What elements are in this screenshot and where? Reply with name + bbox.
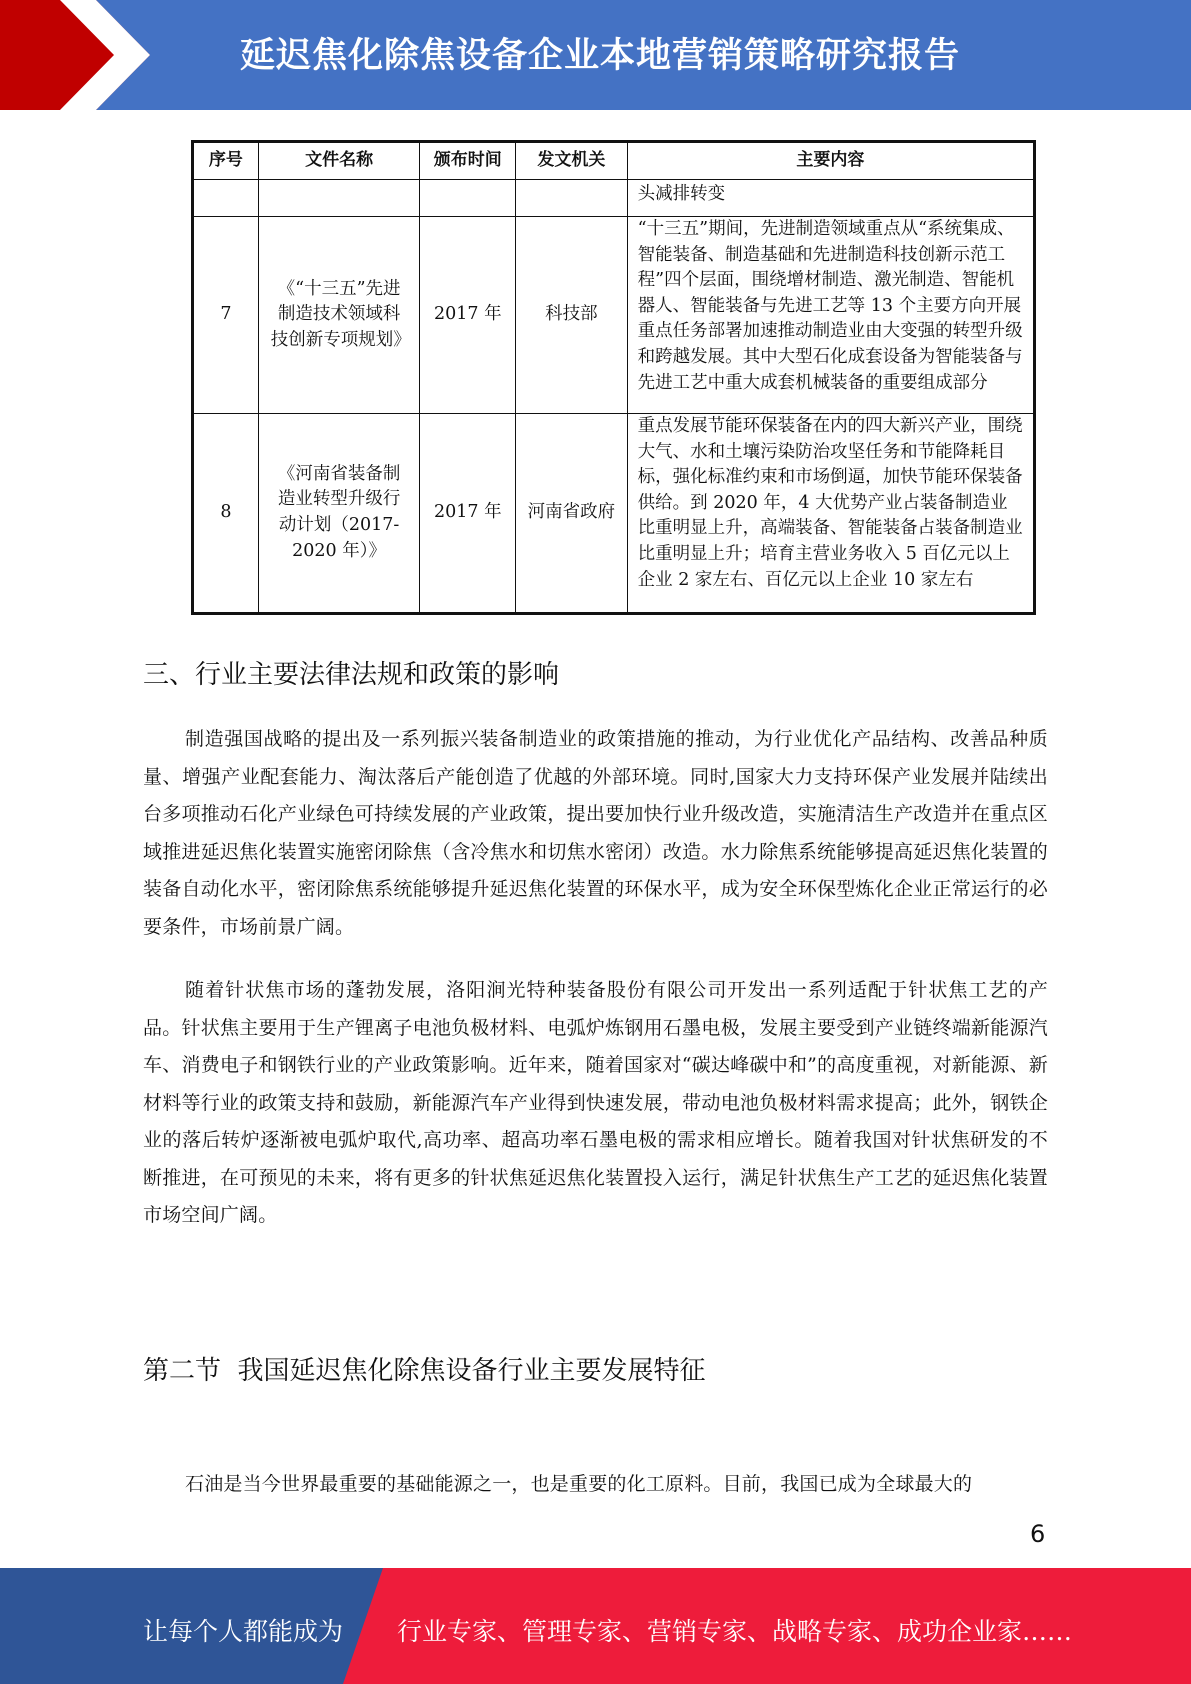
footer-banner xyxy=(0,1568,1191,1684)
cell-content: “十三五”期间，先进制造领域重点从“系统集成、智能装备、制造基础和先进制造科技创新示范工程”四个层面，围绕增材制造、激光制造、智能机器人、智能装备与先进工艺等 13 个主要方向开展重点任务部署加速推动制造业由大变强的转型升级和跨越发展。其中大型石化成套设备为智能装备与先进工艺中重大成套机械装备的重要组成部分 xyxy=(627,217,1034,414)
cell-no xyxy=(193,180,259,217)
cell-content: 头减排转变 xyxy=(627,180,1034,217)
paragraph: 随着针状焦市场的蓬勃发展，洛阳涧光特种装备股份有限公司开发出一系列适配于针状焦工艺的产品。针状焦主要用于生产锂离子电池负极材料、电弧炉炼钢用石墨电极，发展主要受到产业链终端新能源汽车、消费电子和钢铁行业的产业政策影响。近年来，随着国家对“碳达峰碳中和”的高度重视，对新能源、新材料等行业的政策支持和鼓励，新能源汽车产业得到快速发展，带动电池负极材料需求提高；此外，钢铁企业的落后转炉逐渐被电弧炉取代,高功率、超高功率石墨电极的需求相应增长。随着我国对针状焦研发的不断推进，在可预见的未来，将有更多的针状焦延迟焦化装置投入运行，满足针状焦生产工艺的延迟焦化装置市场空间广阔。 xyxy=(143,979,1048,1226)
cell-name: 《河南省装备制造业转型升级行动计划（2017-2020 年）》 xyxy=(258,414,420,614)
page-number: 6 xyxy=(1030,1520,1046,1548)
table-row xyxy=(193,217,1035,414)
header-issuer: 发文机关 xyxy=(516,142,628,180)
header-date: 颁布时间 xyxy=(420,142,516,180)
cell-content: 重点发展节能环保装备在内的四大新兴产业，围绕大气、水和土壤污染防治攻坚任务和节能降耗目标，强化标准约束和市场倒逼，加快节能环保装备供给。到 2020 年，4 大优势产业占装备制造业比重明显上升，高端装备、智能装备占装备制造业比重明显上升；培育主营业务收入 5 百亿元以上企业 2 家左右、百亿元以上企业 10 家左右 xyxy=(627,414,1034,614)
policy-table xyxy=(191,140,1036,615)
header-banner xyxy=(0,0,1191,110)
table-header-row xyxy=(193,142,1035,180)
table-row xyxy=(193,180,1035,217)
cell-name xyxy=(258,180,420,217)
chapter-heading: 第二节 我国延迟焦化除焦设备行业主要发展特征 xyxy=(143,1356,706,1386)
cell-issuer xyxy=(516,180,628,217)
paragraph: 石油是当今世界最重要的基础能源之一，也是重要的化工原料。目前，我国已成为全球最大的 xyxy=(185,1473,973,1495)
cell-date xyxy=(420,180,516,217)
header-content: 主要内容 xyxy=(627,142,1034,180)
footer-slogan-left: 让每个人都能成为 xyxy=(143,1617,344,1646)
paragraph: 制造强国战略的提出及一系列振兴装备制造业的政策措施的推动，为行业优化产品结构、改善品种质量、增强产业配套能力、淘汰落后产能创造了优越的外部环境。同时,国家大力支持环保产业发展并陆续出台多项推动石化产业绿色可持续发展的产业政策，提出要加快行业升级改造，实施清洁生产改造并在重点区域推进延迟焦化装置实施密闭除焦（含冷焦水和切焦水密闭）改造。水力除焦系统能够提高延迟焦化装置的装备自动化水平，密闭除焦系统能够提升延迟焦化装置的环保水平，成为安全环保型炼化企业正常运行的必要条件，市场前景广阔。 xyxy=(143,728,1048,938)
cell-no: 8 xyxy=(193,414,259,614)
cell-name: 《“十三五”先进制造技术领域科技创新专项规划》 xyxy=(258,217,420,414)
cell-no: 7 xyxy=(193,217,259,414)
footer-slogan-right: 行业专家、管理专家、营销专家、战略专家、成功企业家…… xyxy=(397,1617,1073,1646)
cell-issuer: 河南省政府 xyxy=(516,414,628,614)
table-row xyxy=(193,414,1035,614)
report-title: 延迟焦化除焦设备企业本地营销策略研究报告 xyxy=(240,36,961,76)
header-name: 文件名称 xyxy=(258,142,420,180)
cell-date: 2017 年 xyxy=(420,414,516,614)
cell-date: 2017 年 xyxy=(420,217,516,414)
section-heading: 三、行业主要法律法规和政策的影响 xyxy=(143,660,560,690)
cell-issuer: 科技部 xyxy=(516,217,628,414)
header-no: 序号 xyxy=(193,142,259,180)
